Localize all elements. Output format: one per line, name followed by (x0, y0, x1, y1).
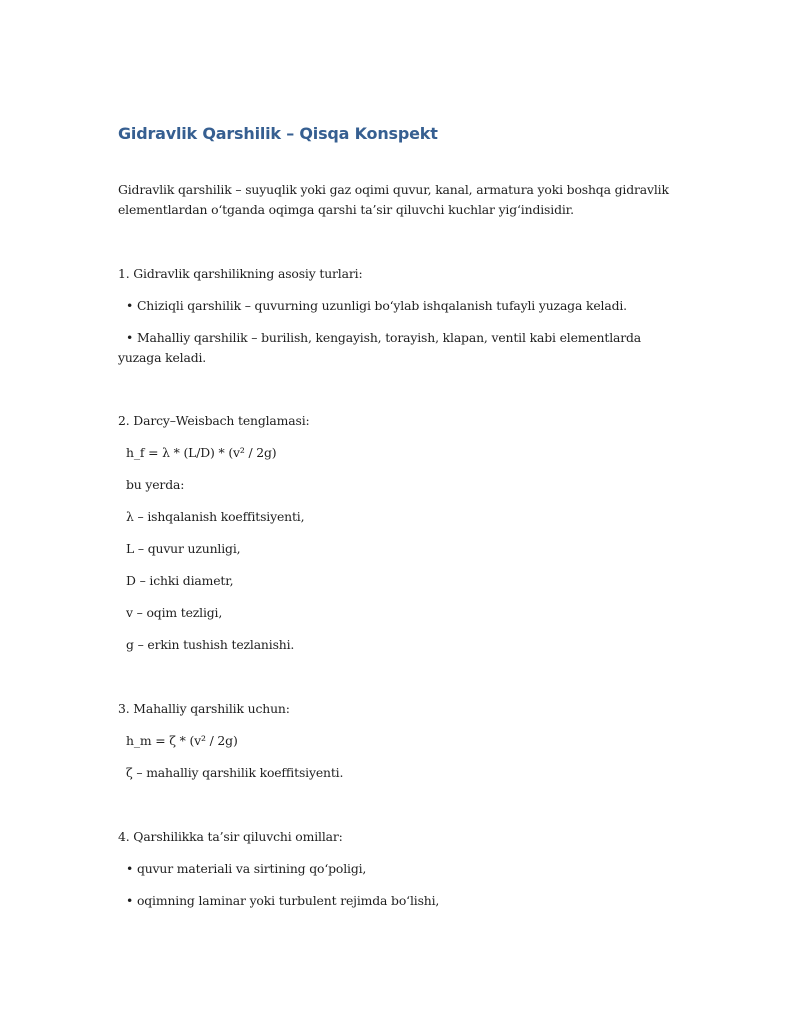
local-loss-formula: h_m = ζ * (v² / 2g) (126, 733, 238, 748)
definition-item: g – erkin tushish tezlanishi. (126, 637, 295, 652)
intro-paragraph: Gidravlik qarshilik – suyuqlik yoki gaz oqimi quvur, kanal, armatura yoki boshqa gidravlik elementlardan o‘tganda oqimga qarshi ta’sir qiluvchi kuchlar yig‘indisidir. (118, 182, 669, 217)
definition-item: ζ – mahalliy qarshilik koeffitsiyenti. (126, 765, 344, 780)
section-4-heading: 4. Qarshilikka ta’sir qiluvchi omillar: (118, 829, 343, 844)
section-2-heading: 2. Darcy–Weisbach tenglamasi: (118, 413, 310, 428)
definition-item: L – quvur uzunligi, (126, 541, 241, 556)
section-4-item: • oqimning laminar yoki turbulent rejimda bo‘lishi, (126, 893, 440, 908)
darcy-weisbach-formula: h_f = λ * (L/D) * (v² / 2g) (126, 445, 277, 460)
section-4-item: • quvur materiali va sirtining qo‘poligi, (126, 861, 367, 876)
section-1-item: • Mahalliy qarshilik – burilish, kengayish, torayish, klapan, ventil kabi elementlarda yuzaga keladi. (118, 330, 642, 365)
section-1-heading: 1. Gidravlik qarshilikning asosiy turlari: (118, 266, 363, 281)
definition-item: λ – ishqalanish koeffitsiyenti, (126, 509, 305, 524)
definition-item: D – ichki diametr, (126, 573, 234, 588)
section-3-heading: 3. Mahalliy qarshilik uchun: (118, 701, 290, 716)
definition-item: v – oqim tezligi, (126, 605, 223, 620)
document-title: Gidravlik Qarshilik – Qisqa Konspekt (118, 124, 438, 143)
where-label: bu yerda: (126, 477, 185, 492)
section-1-item: • Chiziqli qarshilik – quvurning uzunligi bo‘ylab ishqalanish tufayli yuzaga keladi. (126, 298, 627, 313)
